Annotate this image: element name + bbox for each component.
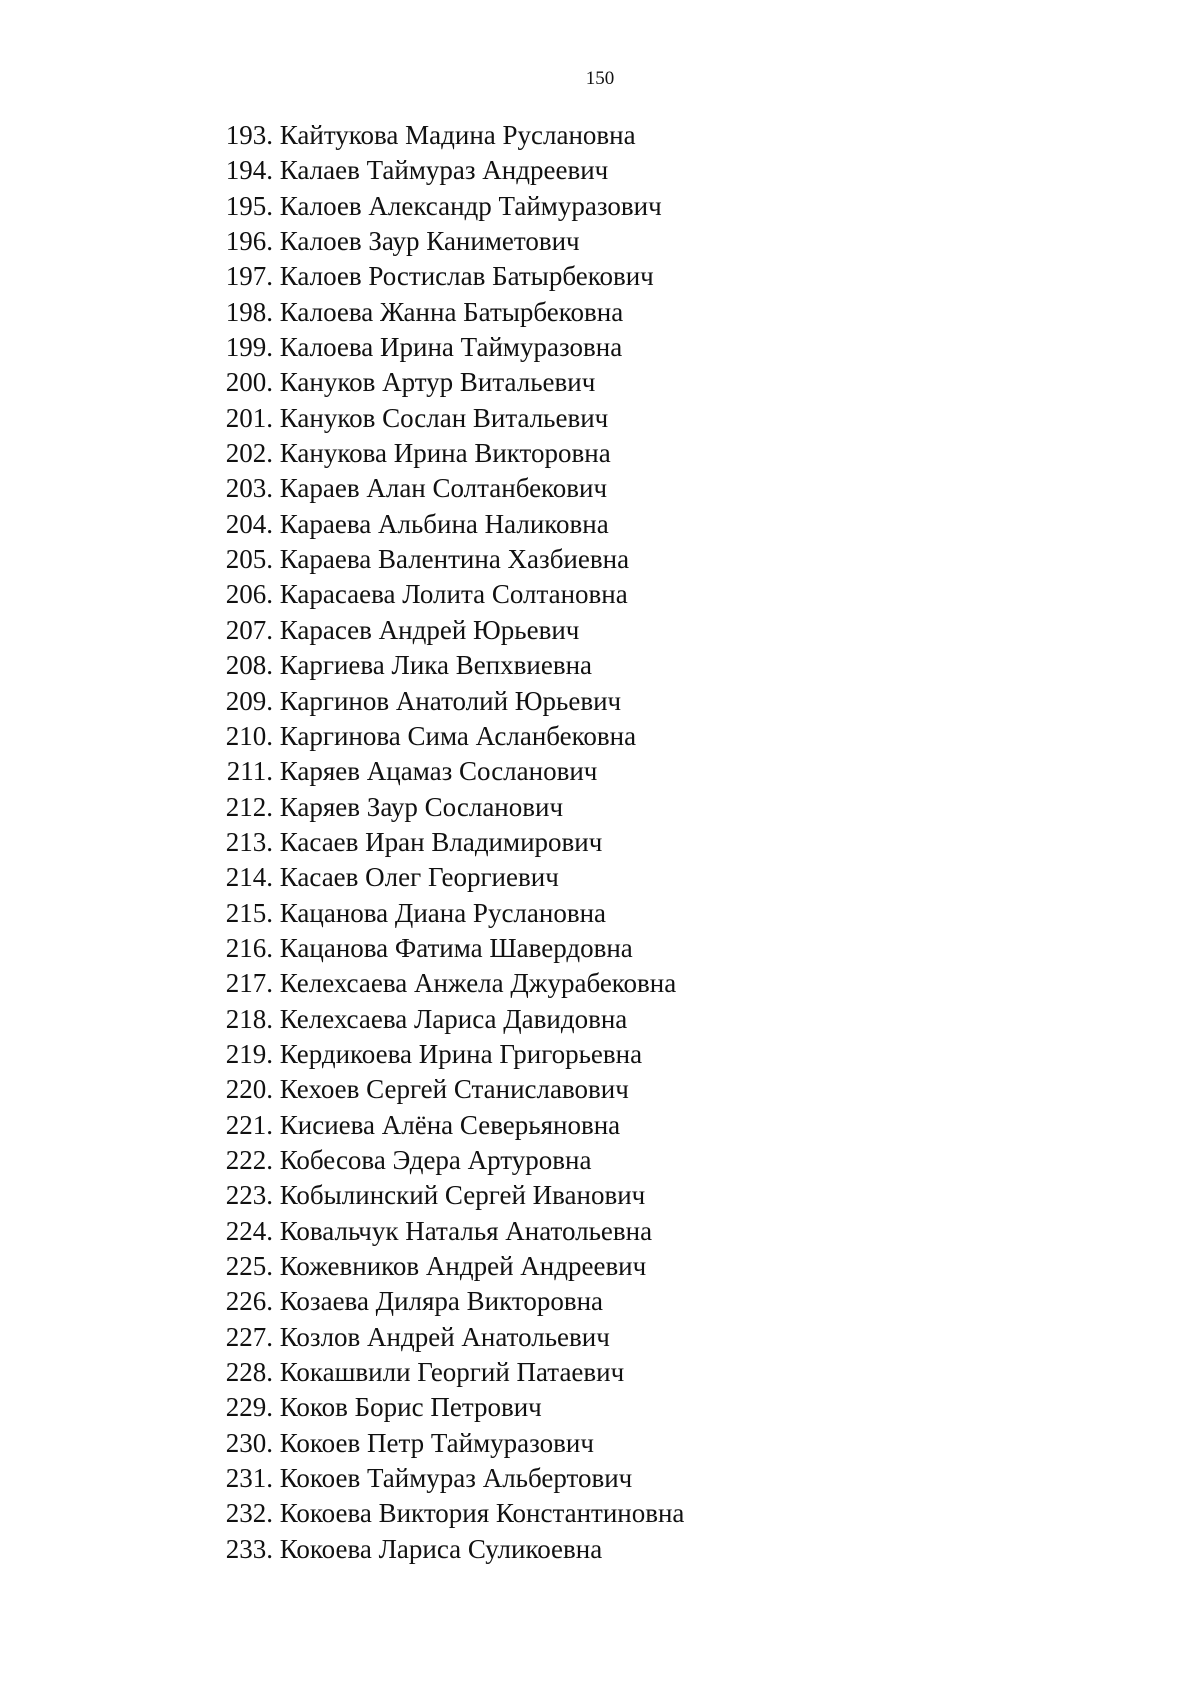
list-item-name: Каргинов Анатолий Юрьевич: [279, 685, 622, 716]
list-item-number: 232.: [225, 1498, 273, 1529]
list-item-name: Касаев Олег Георгиевич: [279, 862, 559, 893]
list-item-number: 221.: [225, 1109, 273, 1140]
list-item-name: Козаева Диляра Викторовна: [279, 1286, 604, 1317]
list-item-name: Кердикоева Ирина Григорьевна: [279, 1038, 643, 1069]
list-item-name: Коков Борис Петрович: [279, 1392, 542, 1423]
list-item-name: Келехсаева Лариса Давидовна: [279, 1003, 628, 1034]
list-item-number: 215.: [225, 897, 273, 928]
list-item: [217, 1214, 684, 1249]
list-item-number: 203.: [225, 473, 273, 504]
list-item: [217, 1178, 684, 1213]
list-item: [217, 542, 684, 577]
list-item-name: Калаев Таймураз Андреевич: [279, 155, 609, 186]
list-item-number: 233.: [225, 1533, 273, 1564]
list-item: [217, 684, 684, 719]
list-item: [217, 1072, 684, 1107]
list-item-number: 217.: [225, 968, 273, 999]
list-item-name: Кануков Сослан Витальевич: [279, 402, 609, 433]
list-item-number: 212.: [225, 791, 273, 822]
list-item: [217, 224, 684, 259]
list-item: [217, 1496, 684, 1531]
list-item: [217, 860, 684, 895]
list-item-name: Кокоева Лариса Суликоевна: [279, 1533, 603, 1564]
list-item-name: Кокоев Таймураз Альбертович: [279, 1463, 633, 1494]
list-item-number: 200.: [225, 367, 273, 398]
list-item-number: 208.: [225, 650, 273, 681]
list-item: [217, 1390, 684, 1425]
list-item: [217, 471, 684, 506]
list-item: [217, 1284, 684, 1319]
list-item-number: 198.: [225, 296, 273, 327]
list-item: [217, 507, 684, 542]
list-item-number: 227.: [225, 1321, 273, 1352]
list-item-name: Кобесова Эдера Артуровна: [279, 1144, 592, 1175]
list-item-name: Каряев Заур Сосланович: [279, 791, 564, 822]
list-item: [217, 1002, 684, 1037]
list-item-number: 199.: [225, 332, 273, 363]
list-item-name: Канукова Ирина Викторовна: [279, 438, 611, 469]
list-item-name: Калоева Жанна Батырбековна: [279, 296, 624, 327]
list-item-name: Кануков Артур Витальевич: [279, 367, 596, 398]
list-item-number: 194.: [225, 155, 273, 186]
list-item-number: 220.: [225, 1074, 273, 1105]
list-item: [217, 189, 684, 224]
list-item-number: 218.: [225, 1003, 273, 1034]
list-item-name: Келехсаева Анжела Джурабековна: [279, 968, 677, 999]
list-item-name: Каргинова Сима Асланбековна: [279, 720, 637, 751]
list-item-name: Караева Альбина Наликовна: [279, 508, 609, 539]
list-item: [217, 1037, 684, 1072]
list-item-number: 231.: [225, 1463, 273, 1494]
list-item-number: 209.: [225, 685, 273, 716]
list-item: [217, 1461, 684, 1496]
list-item-name: Каряев Ацамаз Сосланович: [279, 756, 598, 787]
list-item-name: Кокоев Петр Таймуразович: [279, 1427, 594, 1458]
list-item: [217, 754, 684, 789]
list-item-number: 222.: [225, 1144, 273, 1175]
list-item-name: Касаев Иран Владимирович: [279, 826, 603, 857]
list-item: [217, 1426, 684, 1461]
list-item-number: 224.: [225, 1215, 273, 1246]
list-item-name: Караева Валентина Хазбиевна: [279, 544, 630, 575]
list-item: [217, 436, 684, 471]
list-item-number: 195.: [225, 190, 273, 221]
list-item: [217, 118, 684, 153]
list-item-name: Карасев Андрей Юрьевич: [279, 614, 580, 645]
list-item-number: 230.: [225, 1427, 273, 1458]
list-item-number: 197.: [225, 261, 273, 292]
list-item: [217, 153, 684, 188]
list-item: [217, 1143, 684, 1178]
list-item-name: Кожевников Андрей Андреевич: [279, 1251, 647, 1281]
list-item: [217, 1320, 684, 1355]
list-item-name: Кокашвили Георгий Патаевич: [279, 1357, 625, 1388]
list-item-name: Козлов Андрей Анатольевич: [279, 1321, 610, 1352]
list-item: [217, 259, 684, 294]
list-item-number: 213.: [225, 826, 273, 857]
list-item: [217, 330, 684, 365]
list-item-name: Кобылинский Сергей Иванович: [279, 1180, 646, 1211]
list-item-number: 225.: [225, 1251, 273, 1281]
list-item-name: Кокоева Виктория Константиновна: [279, 1498, 685, 1529]
list-item-number: 206.: [225, 579, 273, 610]
list-item-number: 196.: [225, 226, 273, 257]
list-item: [217, 401, 684, 436]
list-item-number: 207.: [225, 614, 273, 645]
list-item-name: Карасаева Лолита Солтановна: [279, 579, 628, 610]
list-item-number: 201.: [225, 402, 273, 433]
list-item-number: 210.: [225, 720, 273, 751]
list-item: [217, 719, 684, 754]
list-item: [217, 1532, 684, 1567]
list-item-number: 214.: [225, 862, 273, 893]
list-item: [217, 790, 684, 825]
list-item: [217, 896, 684, 931]
list-item-number: 226.: [225, 1286, 273, 1317]
list-item-name: Кайтукова Мадина Руслановна: [279, 120, 636, 150]
list-item-number: 202.: [225, 438, 273, 469]
list-item-number: 223.: [225, 1180, 273, 1211]
page-number: 150: [585, 68, 615, 89]
list-item-number: 219.: [225, 1038, 273, 1069]
list-item: [217, 1249, 684, 1284]
list-item-name: Каргиева Лика Вепхвиевна: [279, 650, 593, 681]
list-item-name: Калоев Александр Таймуразович: [279, 190, 662, 221]
list-item: [217, 365, 684, 400]
list-item-number: 216.: [225, 932, 273, 963]
list-item-number: 211.: [226, 756, 273, 787]
list-item-name: Кацанова Фатима Шавердовна: [279, 932, 633, 963]
list-item-name: Калоева Ирина Таймуразовна: [279, 332, 623, 363]
list-item: [217, 931, 684, 966]
list-item: [217, 966, 684, 1001]
list-item: [217, 1355, 684, 1390]
list-item-number: 228.: [225, 1357, 273, 1388]
list-item-name: Калоев Заур Каниметович: [279, 226, 580, 257]
list-item: [217, 613, 684, 648]
list-item-name: Ковальчук Наталья Анатольевна: [279, 1215, 653, 1246]
list-item: [217, 295, 684, 330]
list-item-number: 205.: [225, 544, 273, 575]
list-item: [217, 1108, 684, 1143]
list-item-name: Кацанова Диана Руслановна: [279, 897, 607, 928]
list-item-name: Кехоев Сергей Станиславович: [279, 1074, 629, 1105]
list-item-name: Кисиева Алёна Северьяновна: [279, 1109, 621, 1140]
list-item: [217, 577, 684, 612]
list-item: [217, 648, 684, 683]
list-item-name: Караев Алан Солтанбекович: [279, 473, 608, 504]
list-item-name: Калоев Ростислав Батырбекович: [279, 261, 654, 292]
name-list: [217, 118, 684, 1567]
list-item: [217, 825, 684, 860]
list-item-number: 229.: [225, 1392, 273, 1423]
list-item-number: 204.: [225, 508, 273, 539]
list-item-number: 193.: [225, 120, 273, 150]
